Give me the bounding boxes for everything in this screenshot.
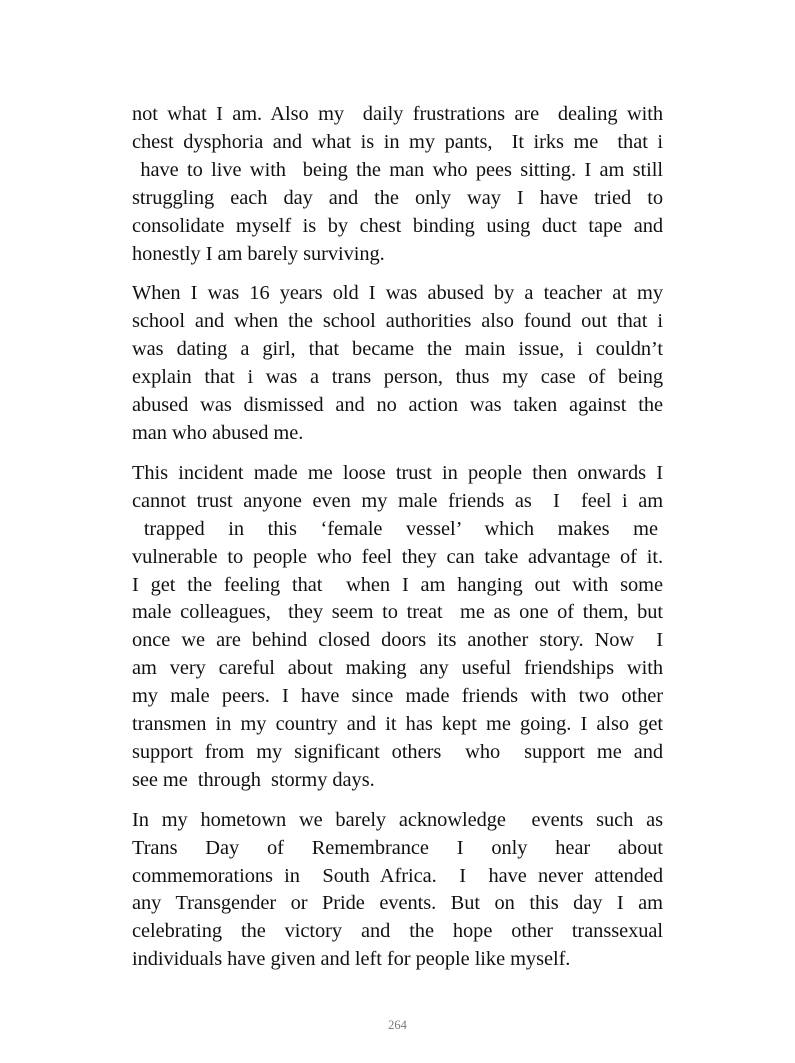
text-line: Trans Day of Remembrance I only hear about xyxy=(132,836,663,859)
text-line: my male peers. I have since made friends with two other xyxy=(132,685,663,708)
text-line: male colleagues, they seem to treat me as one of them, but xyxy=(132,601,663,624)
text-line: once we are behind closed doors its another story. Now I xyxy=(132,629,663,652)
text-line: struggling each day and the only way I have tried to xyxy=(132,186,663,209)
text-line: celebrating the victory and the hope other transsexual xyxy=(132,920,663,943)
text-line: cannot trust anyone even my male friends as I feel i am xyxy=(132,489,663,512)
paragraph-4 xyxy=(132,807,663,974)
text-line: have to live with being the man who pees sitting. I am still xyxy=(132,158,663,181)
text-line: am very careful about making any useful friendships with xyxy=(132,657,663,680)
text-line: school and when the school authorities also found out that i xyxy=(132,310,663,333)
text-line: was dating a girl, that became the main issue, i couldn’t xyxy=(132,338,663,361)
text-line: In my hometown we barely acknowledge events such as xyxy=(132,808,663,831)
text-line: I get the feeling that when I am hanging out with some xyxy=(132,573,663,596)
text-line: abused was dismissed and no action was taken against the xyxy=(132,394,663,417)
paragraph-1 xyxy=(132,101,663,268)
text-line: vulnerable to people who feel they can take advantage of it. xyxy=(132,545,663,568)
page-number: 264 xyxy=(388,1018,407,1032)
text-line: individuals have given and left for people like myself. xyxy=(132,948,571,971)
text-line: explain that i was a trans person, thus my case of being xyxy=(132,366,663,389)
paragraph-2 xyxy=(132,280,663,447)
text-line: any Transgender or Pride events. But on this day I am xyxy=(132,892,663,915)
text-line: commemorations in South Africa. I have never attended xyxy=(132,864,663,887)
text-line: man who abused me. xyxy=(132,421,304,444)
text-line: see me through stormy days. xyxy=(132,768,375,791)
text-line: trapped in this ‘female vessel’ which makes me xyxy=(132,517,663,540)
text-line: support from my significant others who support me and xyxy=(132,740,663,763)
paragraph-3 xyxy=(132,460,663,795)
text-line: This incident made me loose trust in people then onwards I xyxy=(132,461,663,484)
text-line: chest dysphoria and what is in my pants, It irks me that i xyxy=(132,130,663,153)
text-line: consolidate myself is by chest binding using duct tape and xyxy=(132,214,663,237)
text-line: When I was 16 years old I was abused by a teacher at my xyxy=(132,282,663,305)
text-line: transmen in my country and it has kept me going. I also get xyxy=(132,713,663,736)
text-line: honestly I am barely surviving. xyxy=(132,242,385,265)
body-text xyxy=(132,101,663,986)
text-line: not what I am. Also my daily frustrations are dealing with xyxy=(132,103,663,125)
